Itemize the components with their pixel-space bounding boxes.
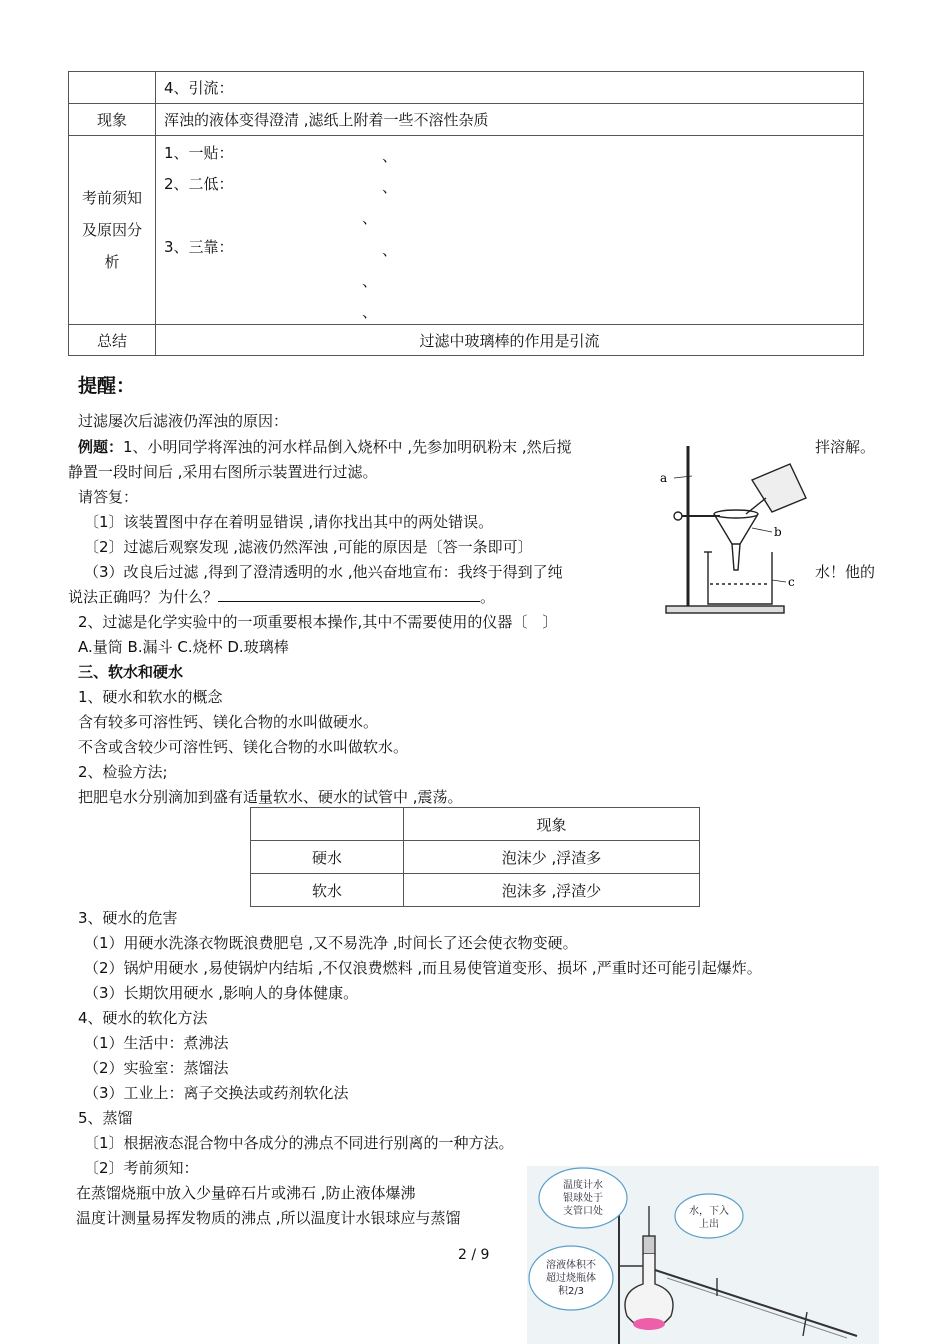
note-item-3: 3、三靠： [164, 238, 234, 256]
answer-blank[interactable] [218, 587, 480, 602]
test-method-text: 把肥皂水分别滴加到盛有适量软水、硬水的试管中 ,震荡。 [78, 788, 463, 806]
harm-item-2: （2）锅炉用硬水 ,易使锅炉内结垢 ,不仅浪费燃料 ,而且易使管道变形、损坏 ,严重时还可能引起爆炸。 [84, 959, 762, 977]
example-label: 例题： [78, 438, 124, 456]
notes-cell [156, 136, 864, 325]
subquestion-3-text: 说法正确吗？为什么？ [68, 588, 219, 606]
notes-label [69, 136, 156, 325]
receiving-beaker [708, 552, 772, 604]
notes-label-line3: 析 [104, 253, 120, 271]
distillation-note-2: 温度计测量易挥发物质的沸点 ,所以温度计水银球应与蒸馏 [76, 1209, 461, 1227]
label-a: a [660, 471, 668, 485]
bubble2-line1: 水，下入 [689, 1206, 729, 1217]
table-header-empty [251, 808, 404, 841]
funnel-stem [732, 544, 740, 570]
example-text: 1、小明同学将浑浊的河水样品倒入烧杯中 ,先参加明矾粉末 ,然后搅 [123, 438, 572, 456]
bubble1-line2: 银球处于 [563, 1193, 603, 1204]
note-sep: 、 [382, 147, 398, 165]
table-cell: 软水 [251, 874, 404, 907]
bubble1-line1: 温度计水 [563, 1180, 603, 1191]
notes-label-line2: 及原因分 [81, 221, 142, 239]
filtration-table [68, 71, 864, 356]
label-c: c [788, 575, 795, 589]
softening-item-2: （2）实验室：蒸馏法 [84, 1059, 229, 1077]
subquestion-3-cont [68, 586, 495, 607]
table-cell: 泡沫多 ,浮渣少 [404, 874, 700, 907]
table-cell: 硬水 [251, 841, 404, 874]
bubble2-line2: 上出 [699, 1219, 719, 1230]
period: 。 [480, 588, 496, 606]
subquestion-1: 〔1〕该装置图中存在着明显错误 ,请你找出其中的两处错误。 [84, 513, 494, 531]
note-item-2: 2、二低： [164, 175, 234, 193]
section-3-title: 三、软水和硬水 [78, 663, 184, 681]
subquestion-3: （3）改良后过滤 ,得到了澄清透明的水 ,他兴奋地宣布：我终于得到了纯 [84, 563, 563, 581]
answer-prompt: 请答复： [78, 488, 139, 506]
hard-soft-water-table [250, 807, 700, 907]
distillation-definition: 〔1〕根据液态混合物中各成分的沸点不同进行别离的一种方法。 [84, 1134, 514, 1152]
distillation-note-1: 在蒸馏烧瓶中放入少量碎石片或沸石 ,防止液体爆沸 [76, 1184, 416, 1202]
example-line-1-end: 拌溶解。 [815, 438, 876, 456]
funnel-rim [714, 510, 758, 518]
note-sep: 、 [362, 303, 378, 321]
table-row [251, 874, 700, 907]
hard-water-definition: 含有较多可溶性钙、镁化合物的水叫做硬水。 [78, 713, 379, 731]
example-line-2: 静置一段时间后 ,采用右图所示装置进行过滤。 [68, 463, 378, 481]
row-label [69, 72, 156, 104]
note-sep: 、 [362, 209, 378, 227]
table-header-phenomenon: 现象 [404, 808, 700, 841]
subquestion-2: 〔2〕过滤后观察发现 ,滤液仍然浑浊 ,可能的原因是〔答一条即可〕 [84, 538, 533, 556]
example-line-1 [78, 436, 572, 457]
harm-item-3: （3）长期饮用硬水 ,影响人的身体健康。 [84, 984, 359, 1002]
soft-water-definition: 不含或含较少可溶性钙、镁化合物的水叫做软水。 [78, 738, 409, 756]
concept-heading: 1、硬水和软水的概念 [78, 688, 223, 706]
question-2-options: A.量筒 B.漏斗 C.烧杯 D.玻璃棒 [78, 638, 289, 656]
reminder-question: 过滤屡次后滤液仍浑浊的原因： [78, 412, 289, 430]
label-b: b [774, 525, 782, 539]
distillation-apparatus-figure [527, 1166, 879, 1344]
step-guide-text: 4、引流： [156, 72, 864, 104]
harm-item-1: （1）用硬水洗涤衣物既浪费肥皂 ,又不易洗净 ,时间长了还会使衣物变硬。 [84, 934, 578, 952]
harm-heading: 3、硬水的危害 [78, 909, 178, 927]
table-cell: 泡沫少 ,浮渣多 [404, 841, 700, 874]
note-sep: 、 [382, 241, 398, 259]
page-number: 2 / 9 [458, 1247, 490, 1263]
phenomenon-label: 现象 [69, 104, 156, 136]
bubble1-line3: 支管口处 [563, 1206, 603, 1217]
summary-label: 总结 [69, 325, 156, 356]
bubble3-line2: 超过烧瓶体 [546, 1273, 596, 1284]
table-row [251, 841, 700, 874]
phenomenon-text: 浑浊的液体变得澄清 ,滤纸上附着一些不溶性杂质 [156, 104, 864, 136]
softening-item-3: （3）工业上：离子交换法或药剂软化法 [84, 1084, 349, 1102]
bubble3-line3: 积2/3 [557, 1286, 585, 1297]
bubble3-line1: 溶液体积不 [546, 1260, 596, 1271]
summary-text: 过滤中玻璃棒的作用是引流 [156, 325, 864, 356]
subquestion-3-end: 水！他的 [815, 563, 876, 581]
notes-label-line1: 考前须知 [81, 189, 142, 207]
softening-heading: 4、硬水的软化方法 [78, 1009, 208, 1027]
note-sep: 、 [362, 272, 378, 290]
distillation-notes-heading: 〔2〕考前须知： [84, 1159, 199, 1177]
note-sep: 、 [382, 178, 398, 196]
filtration-apparatus-figure [648, 440, 818, 620]
flask-liquid [633, 1318, 665, 1330]
pouring-beaker [752, 464, 806, 512]
note-item-1: 1、一贴： [164, 144, 234, 162]
question-2: 2、过滤是化学实验中的一项重要根本操作,其中不需要使用的仪器〔 〕 [78, 613, 558, 631]
stand-base [666, 606, 784, 613]
reminder-heading: 提醒： [78, 375, 136, 397]
softening-item-1: （1）生活中：煮沸法 [84, 1034, 229, 1052]
distillation-heading: 5、蒸馏 [78, 1109, 133, 1127]
test-method-heading: 2、检验方法; [78, 763, 168, 781]
